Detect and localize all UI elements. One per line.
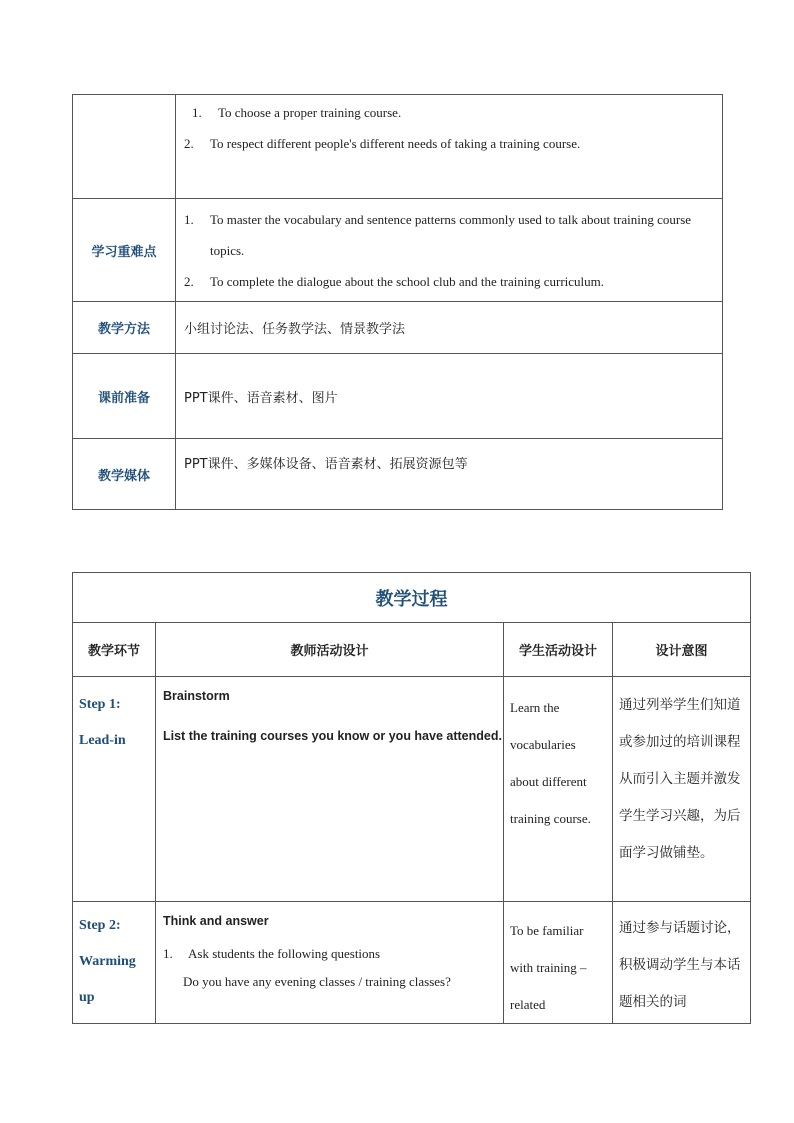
method-label: 教学方法: [73, 302, 176, 354]
objectives-table: [72, 94, 723, 510]
prep-row: [73, 354, 723, 439]
goals-label-cell: [73, 95, 176, 199]
media-value: PPT课件、多媒体设备、语音素材、拓展资源包等: [176, 439, 723, 510]
method-row: [73, 302, 723, 354]
step1-cell: Step 1: Lead-in: [73, 677, 156, 902]
list-item: 2. To complete the dialogue about the school club and the training curriculum.: [184, 274, 605, 289]
header-cell: 教学环节: [73, 623, 156, 677]
process-title: 教学过程: [73, 573, 751, 623]
media-row: [73, 439, 723, 510]
prep-value: PPT课件、语音素材、图片: [176, 354, 723, 439]
step2-student-cell: To be familiar with training – related: [504, 902, 613, 1024]
list-item: 1. To choose a proper training course.: [192, 105, 402, 120]
step2-intent-cell: 通过参与话题讨论，积极调动学生与本话题相关的词: [613, 902, 751, 1024]
step1-teacher-cell: Brainstorm List the training courses you know or you have attended.: [156, 677, 504, 902]
step2-teacher-cell: Think and answer 1. Ask students the following questions Do you have any evening classes / training classes?: [156, 902, 504, 1024]
header-cell: 学生活动设计: [504, 623, 613, 677]
step2-row: [73, 902, 751, 1024]
step1-intent-cell: 通过列举学生们知道或参加过的培训课程从而引入主题并激发学生学习兴趣，为后面学习做铺垫。: [613, 677, 751, 902]
difficulty-list: [176, 204, 722, 297]
difficulty-label: 学习重难点: [73, 199, 176, 302]
difficulty-row: [73, 199, 723, 302]
step1-student-cell: Learn the vocabularies about different training course.: [504, 677, 613, 902]
header-row: [73, 623, 751, 677]
process-table: [72, 572, 751, 1024]
goals-list: [176, 97, 722, 159]
list-item: 2. To respect different people's different needs of taking a training course.: [184, 136, 581, 151]
step2-cell: Step 2: Warming up: [73, 902, 156, 1024]
prep-label: 课前准备: [73, 354, 176, 439]
header-cell: 教师活动设计: [156, 623, 504, 677]
method-value: 小组讨论法、任务教学法、情景教学法: [176, 302, 723, 354]
step1-row: [73, 677, 751, 902]
media-label: 教学媒体: [73, 439, 176, 510]
header-cell: 设计意图: [613, 623, 751, 677]
list-item: 1. To master the vocabulary and sentence patterns commonly used to talk about training course topics.: [184, 212, 692, 258]
process-title-row: [73, 573, 751, 623]
goals-row: [73, 95, 723, 199]
